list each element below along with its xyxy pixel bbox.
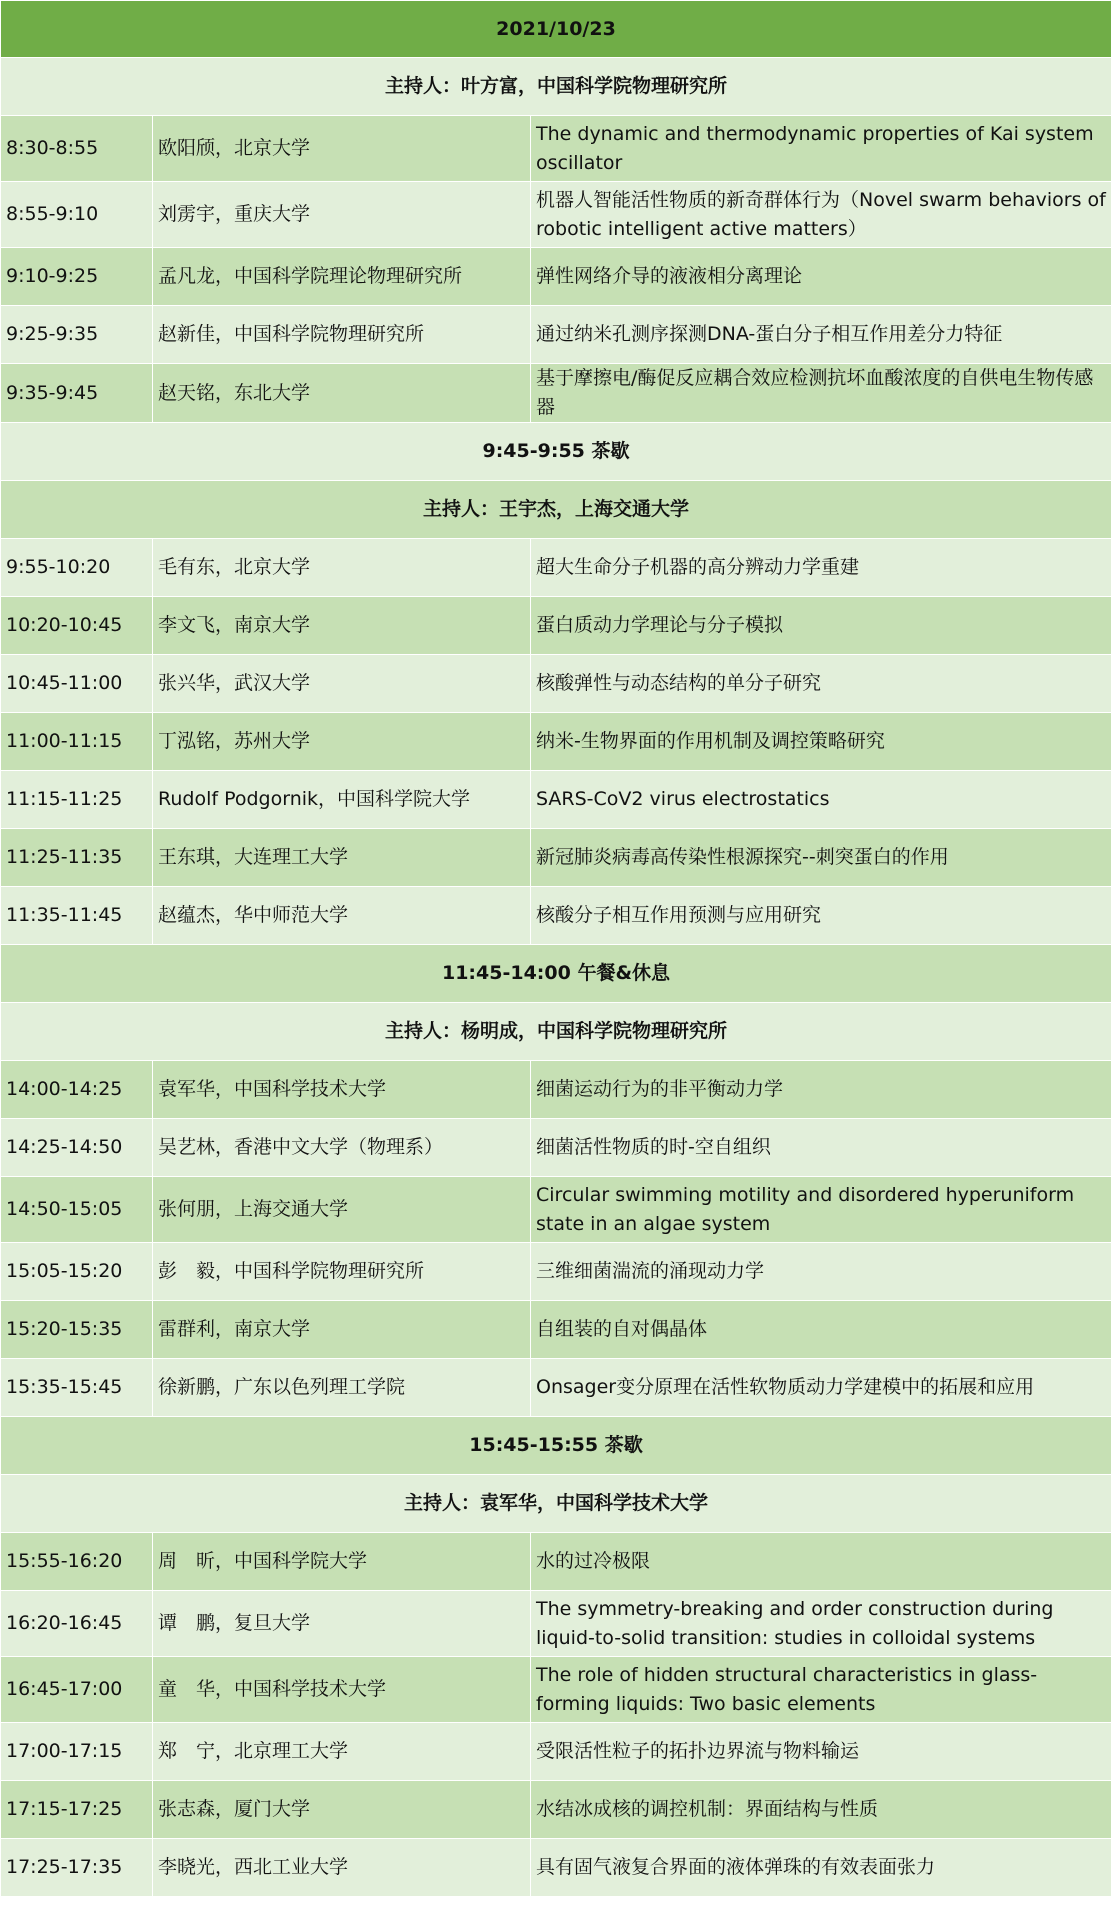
talk-title: 蛋白质动力学理论与分子模拟 [531, 597, 1111, 655]
talk-row [1, 1061, 1111, 1119]
session-host: 主持人：王宇杰，上海交通大学 [1, 481, 1111, 539]
talk-row [1, 771, 1111, 829]
talk-title: 基于摩擦电/酶促反应耦合效应检测抗坏血酸浓度的自供电生物传感器 [531, 364, 1111, 423]
talk-speaker: 徐新鹏，广东以色列理工学院 [153, 1359, 531, 1417]
talk-time: 8:30-8:55 [1, 116, 153, 182]
talk-speaker: 丁泓铭，苏州大学 [153, 713, 531, 771]
talk-time: 17:25-17:35 [1, 1839, 153, 1897]
talk-speaker: 李晓光，西北工业大学 [153, 1839, 531, 1897]
talk-time: 14:00-14:25 [1, 1061, 153, 1119]
talk-time: 15:05-15:20 [1, 1243, 153, 1301]
talk-title: 具有固气液复合界面的液体弹珠的有效表面张力 [531, 1839, 1111, 1897]
talk-title: 新冠肺炎病毒高传染性根源探究--刺突蛋白的作用 [531, 829, 1111, 887]
talk-speaker: 谭 鹏，复旦大学 [153, 1591, 531, 1657]
talk-time: 11:35-11:45 [1, 887, 153, 945]
talk-title: 自组装的自对偶晶体 [531, 1301, 1111, 1359]
date-header-row [1, 1, 1111, 58]
talk-time: 16:20-16:45 [1, 1591, 153, 1657]
talk-row [1, 1301, 1111, 1359]
talk-title: Circular swimming motility and disordered hyperuniform state in an algae system [531, 1177, 1111, 1243]
talk-row [1, 655, 1111, 713]
break-label: 9:45-9:55 茶歇 [1, 423, 1111, 481]
break-row [1, 1417, 1111, 1475]
talk-row [1, 1839, 1111, 1897]
talk-title: 受限活性粒子的拓扑边界流与物料输运 [531, 1723, 1111, 1781]
talk-title: 超大生命分子机器的高分辨动力学重建 [531, 539, 1111, 597]
session-host-row [1, 58, 1111, 116]
talk-time: 15:55-16:20 [1, 1533, 153, 1591]
talk-time: 11:15-11:25 [1, 771, 153, 829]
talk-row [1, 1243, 1111, 1301]
talk-row [1, 1533, 1111, 1591]
talk-title: 弹性网络介导的液液相分离理论 [531, 248, 1111, 306]
talk-title: SARS-CoV2 virus electrostatics [531, 771, 1111, 829]
talk-time: 14:50-15:05 [1, 1177, 153, 1243]
talk-title: The symmetry-breaking and order construction during liquid-to-solid transition: studies in colloidal systems [531, 1591, 1111, 1657]
session-host-row [1, 481, 1111, 539]
talk-time: 16:45-17:00 [1, 1657, 153, 1723]
talk-speaker: 张志森，厦门大学 [153, 1781, 531, 1839]
talk-row [1, 597, 1111, 655]
session-host: 主持人：叶方富，中国科学院物理研究所 [1, 58, 1111, 116]
talk-title: 核酸弹性与动态结构的单分子研究 [531, 655, 1111, 713]
talk-row [1, 364, 1111, 423]
talk-speaker: 彭 毅，中国科学院物理研究所 [153, 1243, 531, 1301]
date-header: 2021/10/23 [1, 1, 1111, 58]
talk-row [1, 116, 1111, 182]
break-row [1, 423, 1111, 481]
session-host: 主持人：袁军华，中国科学技术大学 [1, 1475, 1111, 1533]
talk-time: 9:25-9:35 [1, 306, 153, 364]
talk-speaker: 吴艺林，香港中文大学（物理系） [153, 1119, 531, 1177]
talk-time: 9:35-9:45 [1, 364, 153, 423]
talk-speaker: 赵蕴杰，华中师范大学 [153, 887, 531, 945]
talk-title: 通过纳米孔测序探测DNA-蛋白分子相互作用差分力特征 [531, 306, 1111, 364]
talk-title: 三维细菌湍流的涌现动力学 [531, 1243, 1111, 1301]
talk-time: 8:55-9:10 [1, 182, 153, 248]
talk-time: 14:25-14:50 [1, 1119, 153, 1177]
talk-row [1, 248, 1111, 306]
talk-row [1, 306, 1111, 364]
session-host-row [1, 1475, 1111, 1533]
session-host-row [1, 1003, 1111, 1061]
talk-time: 17:00-17:15 [1, 1723, 153, 1781]
talk-time: 17:15-17:25 [1, 1781, 153, 1839]
talk-title: 细菌活性物质的时-空自组织 [531, 1119, 1111, 1177]
talk-time: 9:55-10:20 [1, 539, 153, 597]
talk-title: 水结冰成核的调控机制：界面结构与性质 [531, 1781, 1111, 1839]
session-host: 主持人：杨明成，中国科学院物理研究所 [1, 1003, 1111, 1061]
talk-row [1, 1591, 1111, 1657]
talk-speaker: 赵新佳，中国科学院物理研究所 [153, 306, 531, 364]
talk-speaker: 郑 宁，北京理工大学 [153, 1723, 531, 1781]
talk-time: 11:25-11:35 [1, 829, 153, 887]
talk-time: 10:45-11:00 [1, 655, 153, 713]
break-row [1, 945, 1111, 1003]
talk-time: 10:20-10:45 [1, 597, 153, 655]
talk-row [1, 1781, 1111, 1839]
talk-title: Onsager变分原理在活性软物质动力学建模中的拓展和应用 [531, 1359, 1111, 1417]
talk-speaker: 周 昕，中国科学院大学 [153, 1533, 531, 1591]
talk-time: 9:10-9:25 [1, 248, 153, 306]
talk-speaker: 张兴华，武汉大学 [153, 655, 531, 713]
talk-time: 15:20-15:35 [1, 1301, 153, 1359]
talk-title: 机器人智能活性物质的新奇群体行为（Novel swarm behaviors of robotic intelligent active matters） [531, 182, 1111, 248]
talk-time: 11:00-11:15 [1, 713, 153, 771]
talk-title: 纳米-生物界面的作用机制及调控策略研究 [531, 713, 1111, 771]
talk-speaker: 张何朋，上海交通大学 [153, 1177, 531, 1243]
talk-speaker: 孟凡龙，中国科学院理论物理研究所 [153, 248, 531, 306]
talk-title: 细菌运动行为的非平衡动力学 [531, 1061, 1111, 1119]
talk-time: 15:35-15:45 [1, 1359, 153, 1417]
break-label: 15:45-15:55 茶歇 [1, 1417, 1111, 1475]
talk-speaker: 刘雳宇，重庆大学 [153, 182, 531, 248]
talk-title: 水的过冷极限 [531, 1533, 1111, 1591]
talk-speaker: 赵天铭，东北大学 [153, 364, 531, 423]
talk-row [1, 1177, 1111, 1243]
break-label: 11:45-14:00 午餐&休息 [1, 945, 1111, 1003]
talk-speaker: 李文飞，南京大学 [153, 597, 531, 655]
talk-speaker: 欧阳颀，北京大学 [153, 116, 531, 182]
talk-speaker: 童 华，中国科学技术大学 [153, 1657, 531, 1723]
talk-speaker: 王东琪，大连理工大学 [153, 829, 531, 887]
talk-title: 核酸分子相互作用预测与应用研究 [531, 887, 1111, 945]
talk-speaker: 毛有东，北京大学 [153, 539, 531, 597]
talk-speaker: 雷群利，南京大学 [153, 1301, 531, 1359]
talk-row [1, 1359, 1111, 1417]
talk-row [1, 1657, 1111, 1723]
talk-title: The role of hidden structural characteristics in glass-forming liquids: Two basic elements [531, 1657, 1111, 1723]
talk-row [1, 829, 1111, 887]
talk-row [1, 887, 1111, 945]
talk-speaker: 袁军华，中国科学技术大学 [153, 1061, 531, 1119]
talk-row [1, 713, 1111, 771]
talk-row [1, 1119, 1111, 1177]
talk-row [1, 1723, 1111, 1781]
talk-speaker: Rudolf Podgornik，中国科学院大学 [153, 771, 531, 829]
talk-row [1, 182, 1111, 248]
talk-row [1, 539, 1111, 597]
talk-title: The dynamic and thermodynamic properties of Kai system oscillator [531, 116, 1111, 182]
